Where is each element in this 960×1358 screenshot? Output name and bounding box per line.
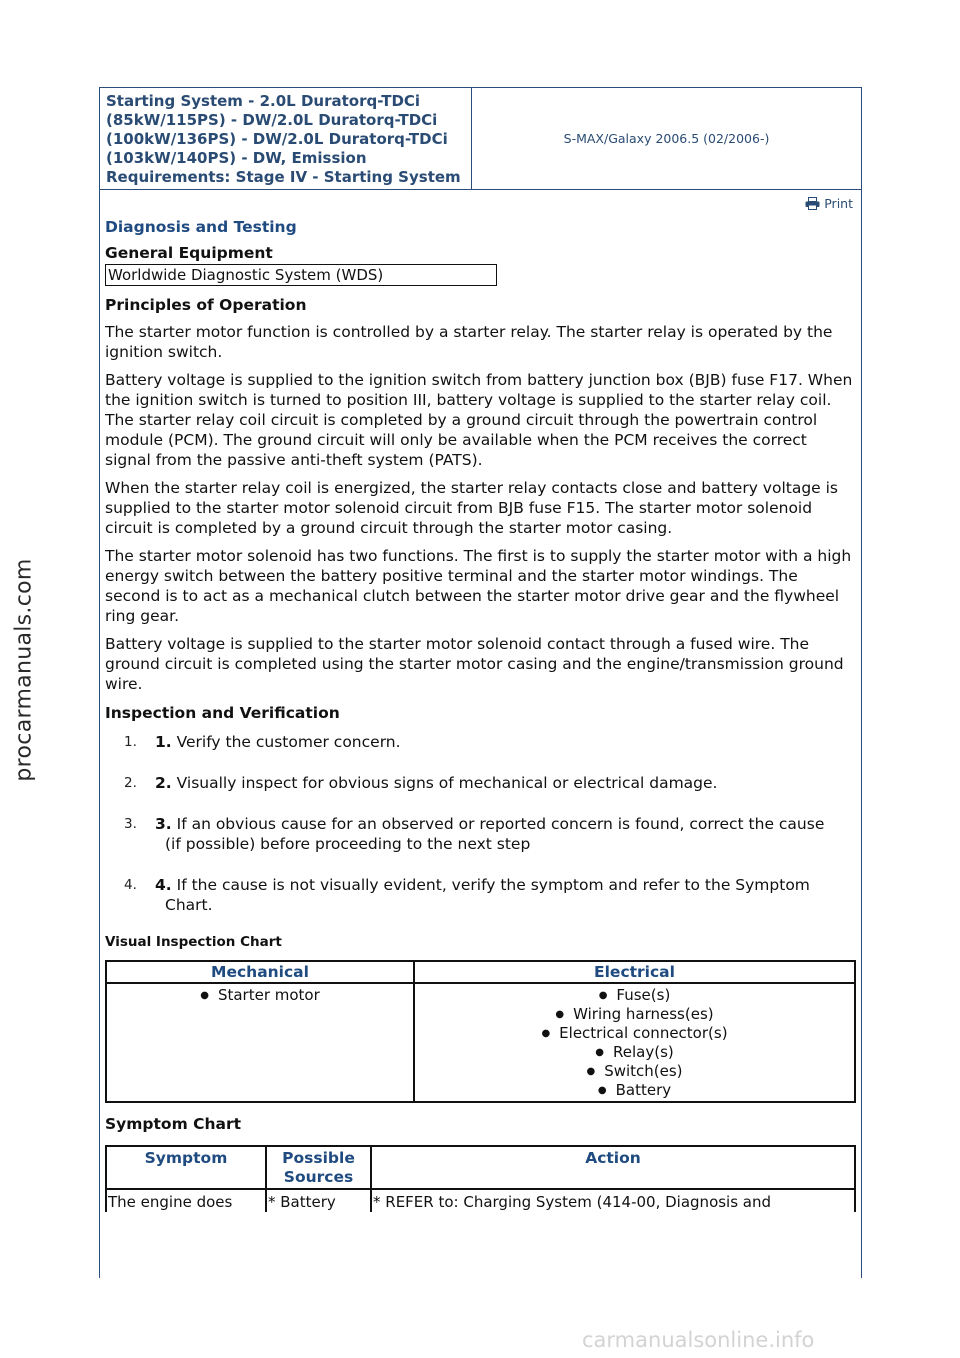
- page-title: Diagnosis and Testing: [105, 218, 297, 236]
- symptom-table: [105, 1145, 856, 1212]
- inspection-step: 2. 2. Visually inspect for obvious signs of mechanical or electrical damage.: [124, 774, 718, 792]
- header-model: S-MAX/Galaxy 2006.5 (02/2006-): [563, 131, 770, 146]
- list-item: ● Switch(es): [415, 1062, 854, 1081]
- list-item: ● Electrical connector(s): [415, 1024, 854, 1043]
- print-link[interactable]: [105, 196, 853, 212]
- equipment-item: Worldwide Diagnostic System (WDS): [105, 264, 497, 286]
- list-item: ● Relay(s): [415, 1043, 854, 1062]
- col-possible-sources: Possible Sources: [266, 1146, 371, 1189]
- symptom-chart-heading: Symptom Chart: [105, 1115, 242, 1133]
- principles-paragraph-5: Battery voltage is supplied to the starter motor solenoid contact through a fused wire. The ground circuit is completed using the starter motor casing and the engine/transmission ground wire.: [105, 635, 844, 693]
- header-title: Starting System - 2.0L Duratorq-TDCi (85kW/115PS) - DW/2.0L Duratorq-TDCi (100kW/136PS) - DW/2.0L Duratorq-TDCi (103kW/140PS) - DW, Emission Requirements: Stage IV - Starting System: [100, 88, 472, 189]
- source-cell: * Battery: [266, 1189, 371, 1212]
- col-electrical: Electrical: [414, 961, 855, 983]
- header: [100, 88, 861, 190]
- general-equipment-heading: General Equipment: [105, 244, 273, 262]
- print-label: Print: [824, 196, 853, 211]
- visual-inspection-table: [105, 960, 856, 1103]
- principles-paragraph-2: Battery voltage is supplied to the ignition switch from battery junction box (BJB) fuse F17. When the ignition switch is turned to position III, battery voltage is supplied to the starter relay coil. The starter relay coil circuit is completed by a ground circuit through the powertrain control module (PCM). The ground circuit will only be available when the PCM receives the correct signal from the passive anti-theft system (PATS).: [105, 371, 853, 469]
- mechanical-cell: [106, 983, 414, 1102]
- inspection-heading: Inspection and Verification: [105, 704, 340, 722]
- inspection-steps: [105, 732, 857, 915]
- electrical-cell: [414, 983, 855, 1102]
- content: [100, 196, 861, 1212]
- inspection-step: 4. 4. If the cause is not visually evident, verify the symptom and refer to the Symptom Chart.: [124, 876, 810, 914]
- col-mechanical: Mechanical: [106, 961, 414, 983]
- list-item: ● Starter motor: [107, 986, 413, 1005]
- printer-icon: [805, 197, 820, 213]
- side-watermark: [4, 560, 44, 780]
- symptom-cell: The engine does: [106, 1189, 266, 1212]
- principles-paragraph-3: When the starter relay coil is energized, the starter relay contacts close and battery voltage is supplied to the starter motor solenoid circuit from BJB fuse F15. The starter motor solenoid circuit is completed by a ground circuit through the starter motor casing.: [105, 479, 839, 537]
- inspection-step: 3. 3. If an obvious cause for an observed or reported concern is found, correct the cause (if possible) before proceeding to the next step: [124, 815, 825, 853]
- col-action: Action: [371, 1146, 855, 1189]
- principles-heading: Principles of Operation: [105, 296, 307, 314]
- side-watermark-text: procarmanuals.com: [11, 558, 37, 782]
- bottom-watermark: carmanualsonline.info: [582, 1328, 815, 1352]
- principles-paragraph-1: The starter motor function is controlled by a starter relay. The starter relay is operated by the ignition switch.: [105, 323, 833, 361]
- principles-paragraph-4: The starter motor solenoid has two functions. The first is to supply the starter motor with a high energy switch between the battery positive terminal and the starter motor windings. The second is to act as a mechanical clutch between the starter motor drive gear and the flywheel ring gear.: [105, 547, 852, 625]
- list-item: ● Battery: [415, 1081, 854, 1100]
- col-symptom: Symptom: [106, 1146, 266, 1189]
- list-item: ● Wiring harness(es): [415, 1005, 854, 1024]
- table-row: [106, 1189, 855, 1212]
- action-cell: * REFER to: Charging System (414-00, Diagnosis and: [371, 1189, 855, 1212]
- inspection-step: 1. 1. Verify the customer concern.: [124, 733, 401, 751]
- visual-chart-heading: Visual Inspection Chart: [105, 934, 282, 950]
- list-item: ● Fuse(s): [415, 986, 854, 1005]
- page-frame: [99, 87, 862, 1278]
